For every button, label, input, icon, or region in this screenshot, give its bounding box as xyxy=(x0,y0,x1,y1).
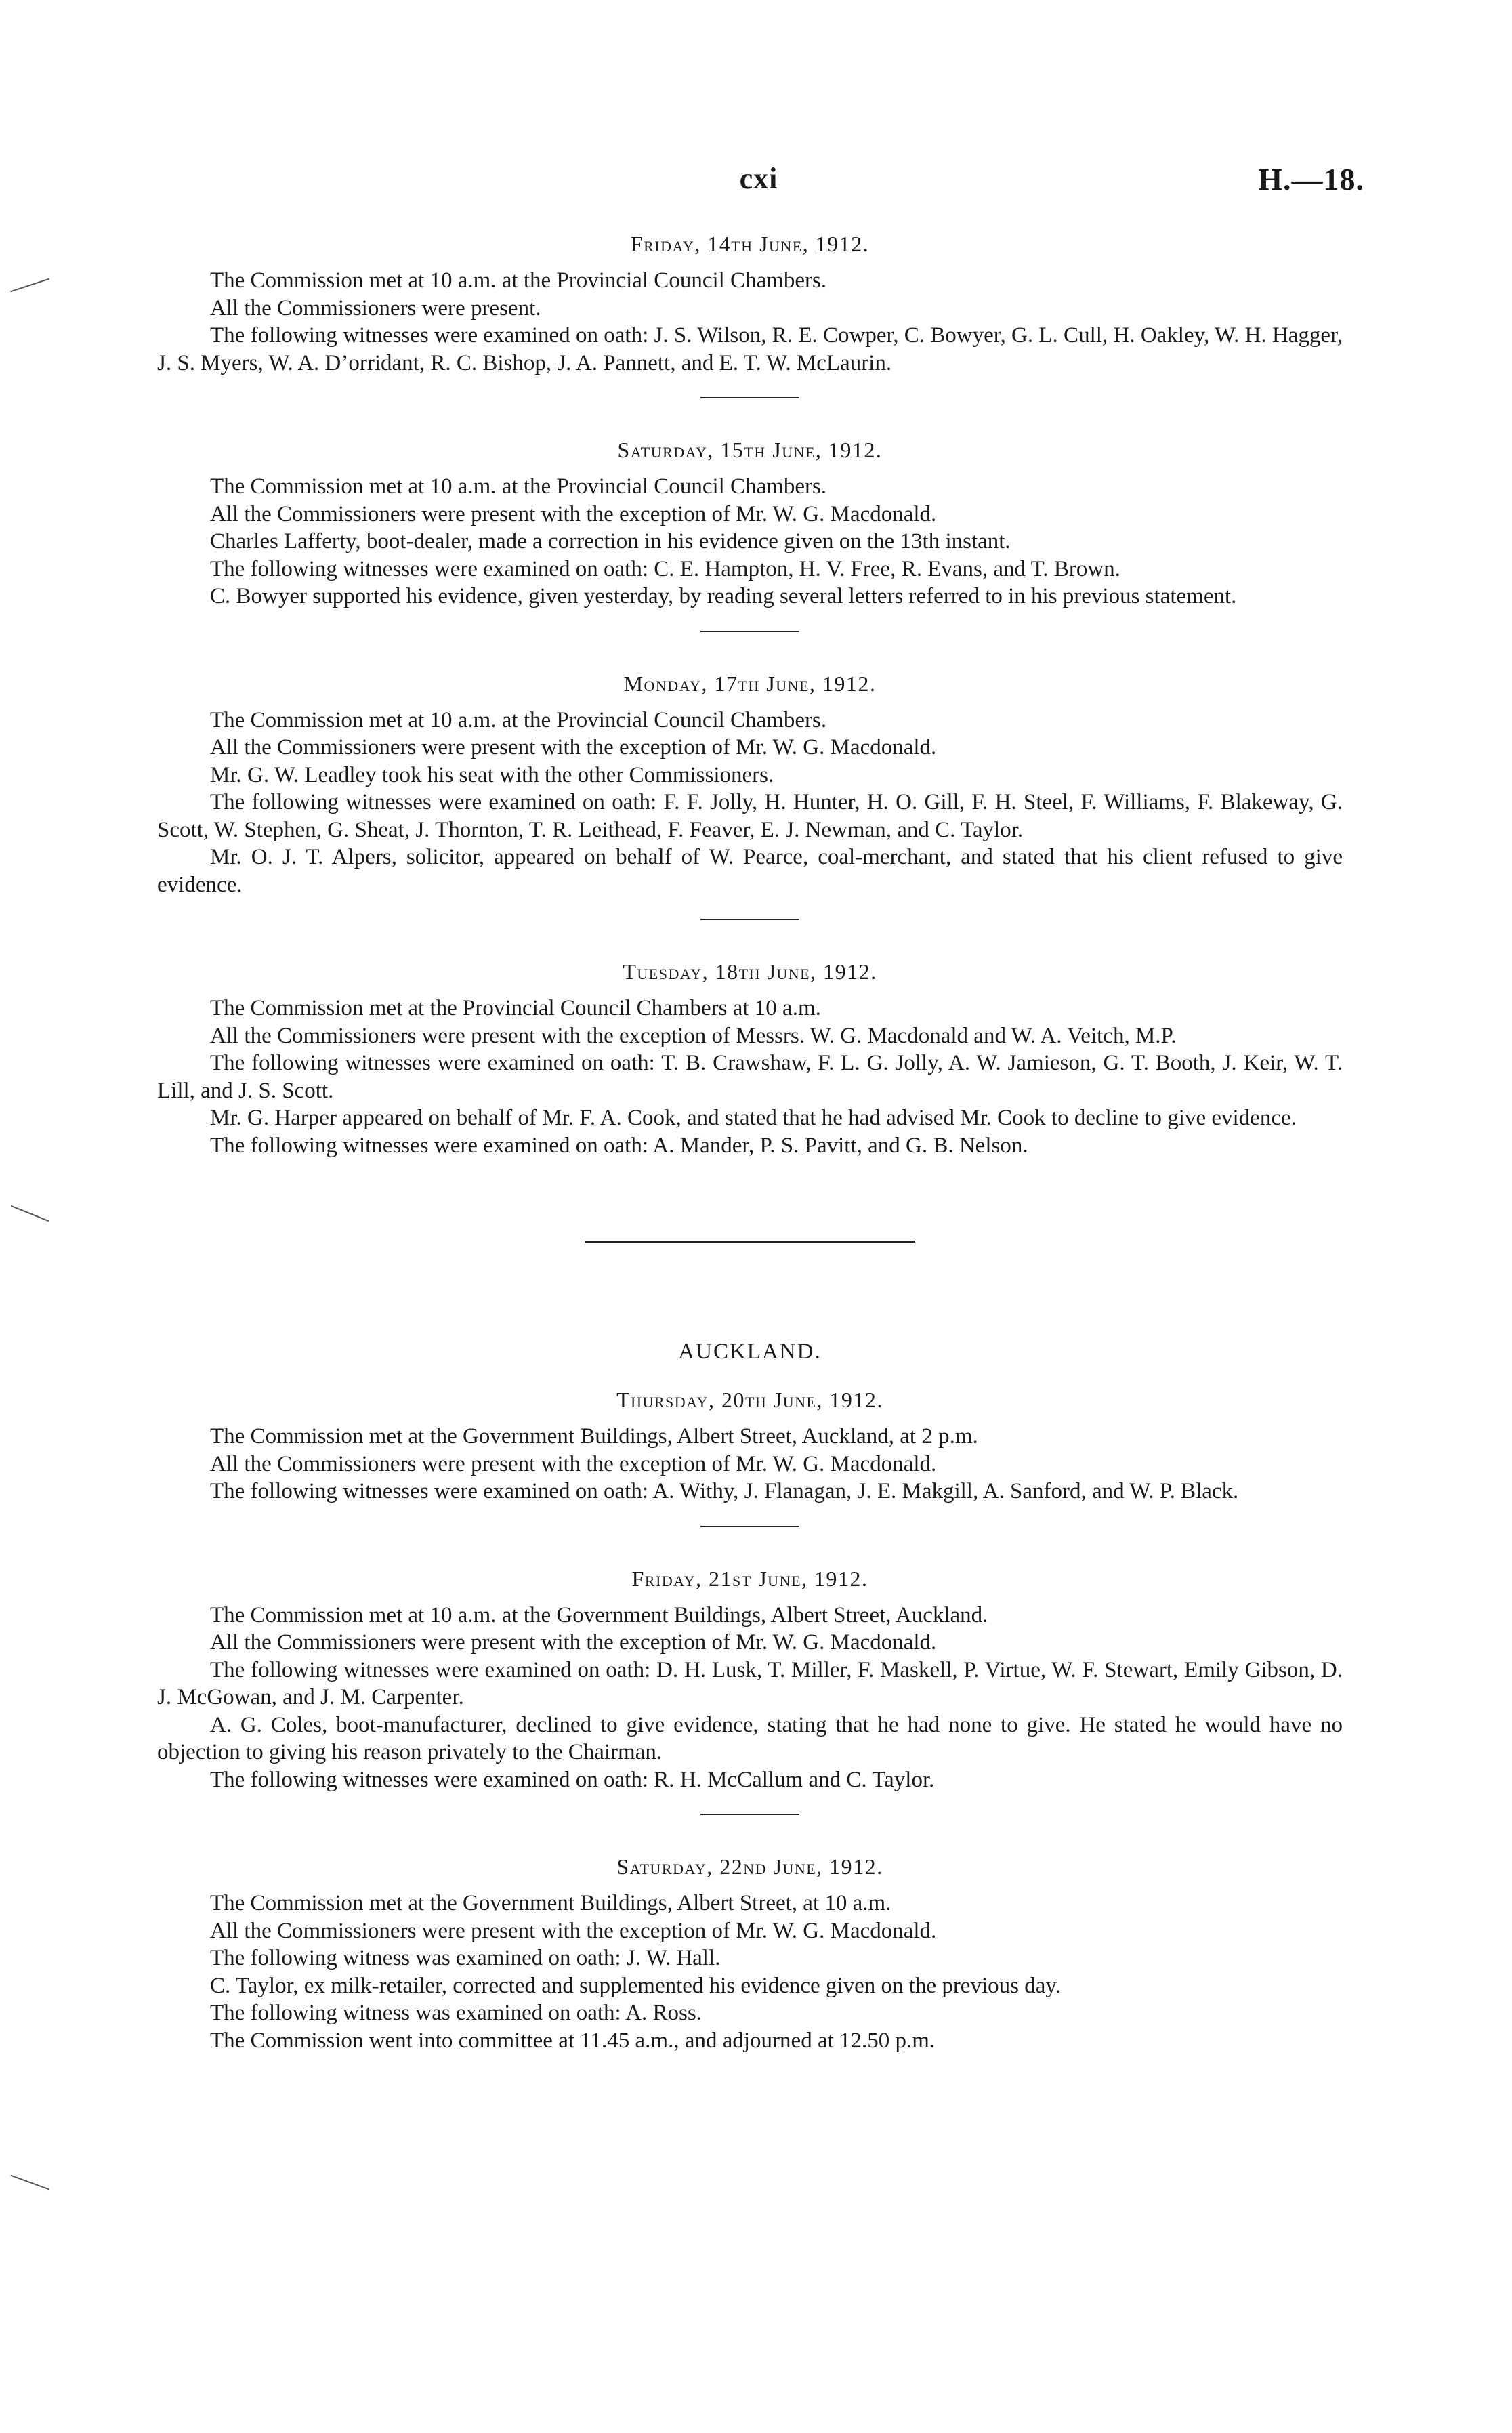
sitting-entry xyxy=(157,1853,1343,2054)
scan-mark xyxy=(10,2175,49,2190)
paragraph: The Commission met at 10 a.m. at the Government Buildings, Albert Street, Auckland. xyxy=(210,1602,988,1627)
section-divider xyxy=(700,631,799,632)
page-content xyxy=(157,230,1343,2054)
paragraph: All the Commissioners were present with the exception of Mr. W. G. Macdonald. xyxy=(210,1451,937,1476)
paragraph: The following witnesses were examined on oath: A. Mander, P. S. Pavitt, and G. B. Nelson. xyxy=(210,1133,1028,1158)
paragraph: The following witnesses were examined on oath: J. S. Wilson, R. E. Cowper, C. Bowyer, G. L. Cull, H. Oakley, W. H. Hagger, J. S. Myers, W. A. D’orridant, R. C. Bishop, J. A. Pannett, and E. T. W. McLaurin. xyxy=(157,323,1343,375)
sitting-date: Saturday, 22nd June, 1912. xyxy=(616,1854,883,1879)
paragraph: A. G. Coles, boot-manufacturer, declined to give evidence, stating that he had none to give. He stated he would have no objection to giving his reason privately to the Chairman. xyxy=(157,1712,1343,1764)
paragraph: The following witness was examined on oath: J. W. Hall. xyxy=(210,1946,721,1970)
paragraph: All the Commissioners were present with the exception of Mr. W. G. Macdonald. xyxy=(210,501,937,526)
section-divider xyxy=(700,1814,799,1815)
sitting-date: Saturday, 15th June, 1912. xyxy=(617,438,883,462)
location-heading: AUCKLAND. xyxy=(678,1339,822,1364)
document-reference: H.—18. xyxy=(1258,162,1364,196)
paragraph: The Commission met at the Government Buildings, Albert Street, at 10 a.m. xyxy=(210,1891,891,1915)
paragraph: C. Bowyer supported his evidence, given yesterday, by reading several letters referred to in his previous statement. xyxy=(210,584,1237,608)
paragraph: The following witnesses were examined on oath: R. H. McCallum and C. Taylor. xyxy=(210,1767,935,1792)
sitting-entry xyxy=(157,670,1343,899)
paragraph: The Commission met at 10 a.m. at the Provincial Council Chambers. xyxy=(210,707,827,732)
sitting-date: Tuesday, 18th June, 1912. xyxy=(623,959,877,984)
sitting-entry xyxy=(157,436,1343,610)
paragraph: All the Commissioners were present with the exception of Messrs. W. G. Macdonald and W. A. Veitch, M.P. xyxy=(210,1023,1177,1048)
paragraph: The following witnesses were examined on oath: D. H. Lusk, T. Miller, F. Maskell, P. Virtue, W. F. Stewart, Emily Gibson, D. J. McGowan, and J. M. Carpenter. xyxy=(157,1657,1343,1709)
scan-mark xyxy=(10,278,49,292)
sitting-date: Friday, 14th June, 1912. xyxy=(630,232,870,256)
paragraph: The following witnesses were examined on oath: C. E. Hampton, H. V. Free, R. Evans, and T. Brown. xyxy=(210,556,1120,581)
paragraph: The Commission went into committee at 11.45 a.m., and adjourned at 12.50 p.m. xyxy=(210,2028,936,2053)
paragraph: The Commission met at the Provincial Council Chambers at 10 a.m. xyxy=(210,996,821,1020)
page-header xyxy=(0,161,1512,209)
sitting-date: Monday, 17th June, 1912. xyxy=(623,671,877,696)
paragraph: Charles Lafferty, boot-dealer, made a correction in his evidence given on the 13th instant. xyxy=(210,529,1011,554)
paragraph: All the Commissioners were present with the exception of Mr. W. G. Macdonald. xyxy=(210,1918,937,1943)
paragraph: Mr. G. W. Leadley took his seat with the other Commissioners. xyxy=(210,762,774,787)
sitting-entry xyxy=(157,1565,1343,1794)
paragraph: The following witness was examined on oath: A. Ross. xyxy=(210,2001,702,2025)
paragraph: The following witnesses were examined on oath: A. Withy, J. Flanagan, J. E. Makgill, A. Sanford, and W. P. Black. xyxy=(210,1479,1239,1503)
page-number: cxi xyxy=(739,162,778,195)
sitting-entry xyxy=(157,1386,1343,1505)
section-divider xyxy=(700,919,799,920)
paragraph: All the Commissioners were present with the exception of Mr. W. G. Macdonald. xyxy=(210,1630,937,1655)
scan-mark xyxy=(11,1205,49,1222)
paragraph: Mr. O. J. T. Alpers, solicitor, appeared on behalf of W. Pearce, coal-merchant, and stated that his client refused to give evidence. xyxy=(157,845,1343,897)
paragraph: C. Taylor, ex milk-retailer, corrected and supplemented his evidence given on the previous day. xyxy=(210,1973,1061,1998)
sitting-entry xyxy=(157,958,1343,1159)
paragraph: The following witnesses were examined on oath: F. F. Jolly, H. Hunter, H. O. Gill, F. H. Steel, F. Williams, F. Blakeway, G. Scott, W. Stephen, G. Sheat, J. Thornton, T. R. Leithead, F. Feaver, E. J. Newman, and C. Taylor. xyxy=(157,790,1343,842)
paragraph: The following witnesses were examined on oath: T. B. Crawshaw, F. L. G. Jolly, A. W. Jamieson, G. T. Booth, J. Keir, W. T. Lill, and J. S. Scott. xyxy=(157,1051,1343,1103)
major-divider xyxy=(585,1241,915,1243)
paragraph: The Commission met at 10 a.m. at the Provincial Council Chambers. xyxy=(210,474,827,499)
paragraph: All the Commissioners were present. xyxy=(210,295,541,320)
paragraph: All the Commissioners were present with the exception of Mr. W. G. Macdonald. xyxy=(210,735,937,760)
sitting-date: Friday, 21st June, 1912. xyxy=(631,1566,868,1591)
section-divider xyxy=(700,1526,799,1527)
paragraph: The Commission met at the Government Buildings, Albert Street, Auckland, at 2 p.m. xyxy=(210,1424,978,1449)
sitting-date: Thursday, 20th June, 1912. xyxy=(616,1388,883,1412)
sitting-entry xyxy=(157,230,1343,377)
paragraph: The Commission met at 10 a.m. at the Provincial Council Chambers. xyxy=(210,268,827,293)
section-divider xyxy=(700,397,799,398)
paragraph: Mr. G. Harper appeared on behalf of Mr. F. A. Cook, and stated that he had advised Mr. Cook to decline to give evidence. xyxy=(210,1106,1297,1130)
